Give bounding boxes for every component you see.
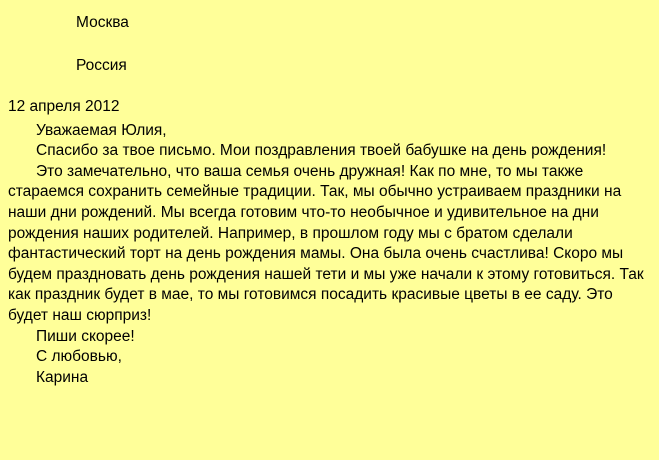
letter-closing-line-2: С любовью, — [36, 348, 122, 366]
header-city: Москва — [76, 14, 129, 31]
letter-salutation: Уважаемая Юлия, — [36, 121, 167, 139]
letter-signature: Карина — [36, 368, 89, 386]
letter-date: 12 апреля 2012 — [8, 98, 120, 116]
letter-paragraph-1: Спасибо за твое письмо. Мои поздравления твоей бабушке на день рождения! — [36, 142, 607, 160]
header-country: Россия — [76, 56, 127, 74]
letter-header — [8, 14, 651, 75]
letter-closing-line-1: Пиши скорее! — [36, 327, 135, 345]
letter-paragraph-2: Это замечательно, что ваша семья очень дружная! Как по мне, то мы также стараемся сохранить семейные традиции. Так, мы обычно устраиваем праздники на наши дни рождений. Мы всегда готовим что-то необычное и удивительное на дни рождения наших родителей. Например, в прошлом году мы с братом сделали фантастический торт на день рождения мамы. Она была очень счастлива! Скоро мы будем праздновать день рождения нашей тети и мы уже начали к этому готовиться. Так как праздник будет в мае, то мы готовимся посадить красивые цветы в ее саду. Это будет наш сюрприз! — [8, 162, 644, 325]
